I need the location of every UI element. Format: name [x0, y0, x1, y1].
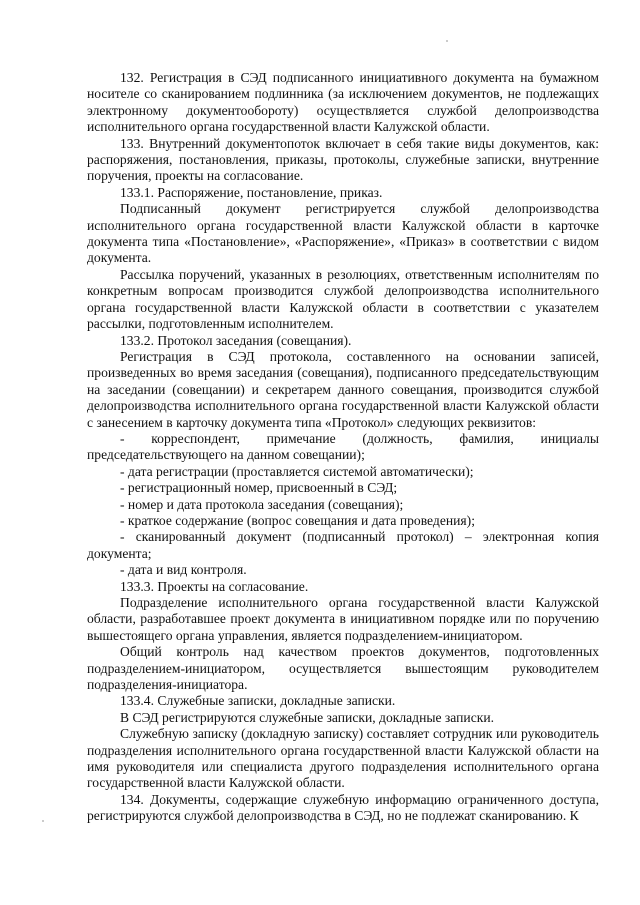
- list-item-registration-date: - дата регистрации (проставляется системой автоматически);: [120, 463, 474, 479]
- paragraph-133: 133. Внутренний документопоток включает в себя такие виды документов, как: распоряжения, постановления, приказы, протоколы, служебные записки, внутренние поручения, проекты на согласование.: [87, 135, 599, 184]
- paragraph-133-4-registration: В СЭД регистрируются служебные записки, докладные записки.: [120, 709, 495, 725]
- list-item-summary: - краткое содержание (вопрос совещания и дата проведения);: [120, 512, 475, 528]
- list-item-registration-number: - регистрационный номер, присвоенный в СЭД;: [120, 480, 398, 496]
- document-body: [87, 70, 599, 825]
- list-item-protocol-number-date: - номер и дата протокола заседания (совещания);: [120, 496, 404, 512]
- heading-133-2: 133.2. Протокол заседания (совещания).: [120, 332, 352, 348]
- paragraph-133-3-control: Общий контроль над качеством проектов документов, подготовленных подразделением-инициатором, осуществляется вышестоящим руководителем подразделения-инициатора.: [87, 644, 599, 693]
- paragraph-133-1-distribution: Рассылка поручений, указанных в резолюциях, ответственным исполнителям по конкретным вопросам производится службой делопроизводства исполнительного органа государственной власти Калужской области в соответствии с указателем рассылки, подготовленным исполнителем.: [87, 266, 599, 332]
- scan-speck: [42, 820, 44, 822]
- paragraph-133-2-registration: Регистрация в СЭД протокола, составленного на основании записей, произведенных во время заседания (совещания), подписанного председательствующим на заседании (совещании) и секретарем данного совещания, производится службой делопроизводства исполнительного органа государственной власти Калужской области с занесением в карточку документа типа «Протокол» следующих реквизитов:: [87, 348, 599, 430]
- paragraph-133-3-initiator: Подразделение исполнительного органа государственной власти Калужской области, разработавшее проект документа в инициативном порядке или по поручению вышестоящего органа управления, является подразделением-инициатором.: [87, 595, 599, 643]
- paragraph-134: 134. Документы, содержащие служебную информацию ограниченного доступа, регистрируются службой делопроизводства в СЭД, но не подлежат сканированию. К: [87, 791, 599, 824]
- heading-133-4: 133.4. Служебные записки, докладные записки.: [120, 693, 396, 709]
- paragraph-133-4-memo: Служебную записку (докладную записку) составляет сотрудник или руководитель подразделения исполнительного органа государственной власти Калужской области на имя руководителя или специалиста другого подразделения исполнительного органа государственной власти Калужской области.: [87, 726, 599, 791]
- scan-speck: [446, 40, 448, 42]
- heading-133-1: 133.1. Распоряжение, постановление, приказ.: [120, 184, 383, 200]
- list-item-correspondent: - корреспондент, примечание (должность, фамилия, инициалы председательствующего на данном совещании);: [87, 430, 599, 463]
- list-item-control: - дата и вид контроля.: [120, 562, 247, 578]
- paragraph-133-1-registration: Подписанный документ регистрируется службой делопроизводства исполнительного органа государственной власти Калужской области в карточке документа типа «Постановление», «Распоряжение», «Приказ» в соответствии с видом документа.: [87, 201, 599, 266]
- paragraph-132: 132. Регистрация в СЭД подписанного инициативного документа на бумажном носителе со сканированием подлинника (за исключением документов, не подлежащих электронному документообороту) осуществляется службой делопроизводства исполнительного органа государственной власти Калужской области.: [87, 70, 599, 135]
- heading-133-3: 133.3. Проекты на согласование.: [120, 578, 309, 594]
- list-item-scanned-document: - сканированный документ (подписанный протокол) – электронная копия документа;: [87, 529, 599, 561]
